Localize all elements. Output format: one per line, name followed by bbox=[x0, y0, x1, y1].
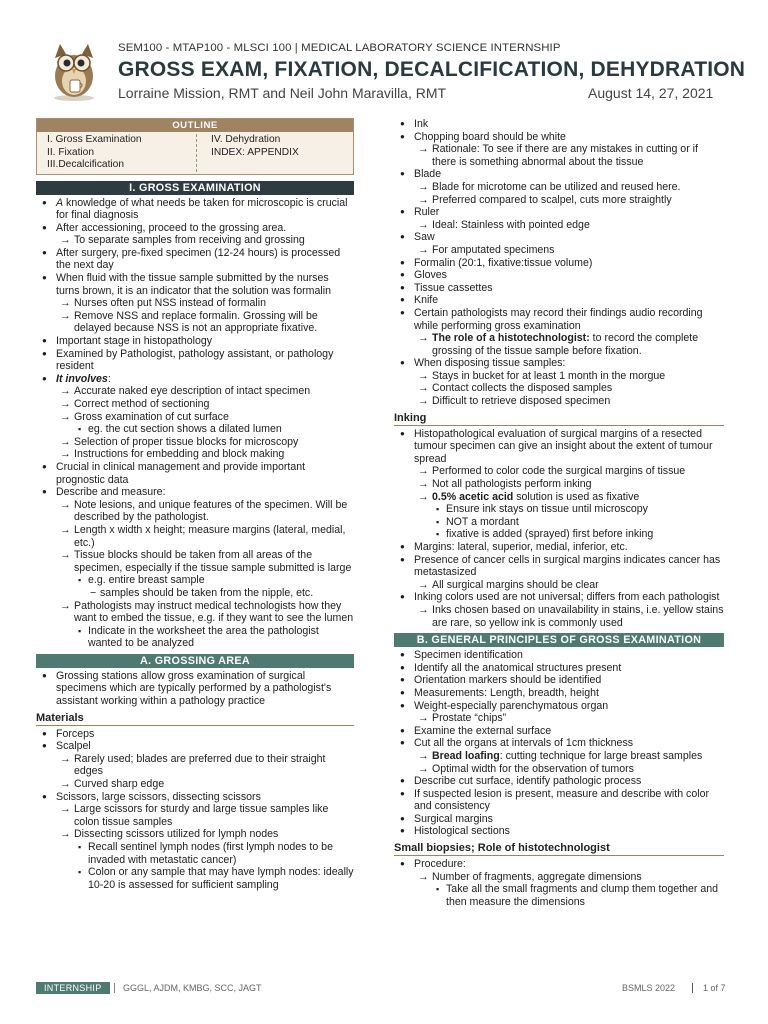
list-item: → Blade for microtome can be utilized and reused here. bbox=[418, 180, 681, 193]
list-item: → For amputated specimens bbox=[418, 243, 555, 256]
bullet-list bbox=[394, 858, 724, 908]
page-title: GROSS EXAM, FIXATION, DECALCIFICATION, DEHYDRATION bbox=[118, 58, 746, 81]
footer-authors: GGGL, AJDM, KMBG, SCC, JAGT bbox=[114, 983, 262, 993]
list-item: → Inks chosen based on unavailability in stains, i.e. yellow stains are rare, so yellow ink is commonly used bbox=[418, 603, 724, 629]
list-item: − samples should be taken from the nipple, etc. bbox=[36, 587, 354, 600]
list-item: ● If suspected lesion is present, measure and describe with color and consistency bbox=[394, 788, 724, 813]
list-item: ▪ e.g. entire breast sample bbox=[36, 574, 354, 587]
list-item: ▪ Ensure ink stays on tissue until microscopy bbox=[394, 503, 724, 516]
page-number: 1 of 7 bbox=[692, 983, 726, 993]
list-item: ● Ink bbox=[394, 118, 724, 131]
list-item: → Preferred compared to scalpel, cuts more straightly bbox=[418, 193, 672, 206]
list-item: ● Measurements: Length, breadth, height bbox=[394, 687, 724, 700]
outline-heading: OUTLINE bbox=[37, 119, 353, 132]
list-item: → All surgical margins should be clear bbox=[418, 578, 599, 591]
list-item: ● Histopathological evaluation of surgical margins of a resected tumour specimen can give an insight about the extent of tumour spread bbox=[394, 428, 724, 466]
list-item: → Difficult to retrieve disposed specimen bbox=[418, 395, 611, 408]
right-column bbox=[394, 118, 724, 908]
list-item: → Not all pathologists perform inking bbox=[418, 478, 592, 491]
list-item: → Rarely used; blades are preferred due to their straight edges bbox=[60, 752, 326, 778]
list-item: ● When fluid with the tissue sample submitted by the nurses turns brown, it is an indicator that the solution was formalin bbox=[36, 272, 354, 297]
course-code: SEM100 - MTAP100 - MLSCI 100 | MEDICAL LABORATORY SCIENCE INTERNSHIP bbox=[118, 42, 561, 54]
subheading: Materials bbox=[36, 712, 354, 726]
list-item: → Accurate naked eye description of intact specimen bbox=[60, 385, 311, 398]
list-item: ● Certain pathologists may record their findings audio recording while performing gross examination bbox=[394, 307, 724, 332]
list-item: ● Surgical margins bbox=[394, 813, 724, 826]
list-item: ▪ NOT a mordant bbox=[394, 516, 724, 529]
list-item: ● Ruler bbox=[394, 206, 724, 219]
bullet-list bbox=[394, 428, 724, 630]
bullet-list bbox=[394, 649, 724, 838]
left-column bbox=[36, 118, 354, 891]
bullet-list bbox=[36, 728, 354, 892]
list-item: ● Procedure: bbox=[394, 858, 724, 871]
list-item: ▪ Indicate in the worksheet the area the pathologist wanted to be analyzed bbox=[36, 625, 354, 650]
subheading: Inking bbox=[394, 412, 724, 426]
list-item: ● Inking colors used are not universal; differs from each pathologist bbox=[394, 591, 724, 604]
list-item: → Gross examination of cut surface bbox=[60, 410, 229, 423]
outline-item: II. Fixation bbox=[47, 146, 94, 158]
list-item: ● After surgery, pre-fixed specimen (12-24 hours) is processed the next day bbox=[36, 247, 354, 272]
outline-box bbox=[36, 118, 354, 175]
list-item: → The role of a histotechnologist: to record the complete grossing of the tissue sample before fixation. bbox=[418, 332, 699, 357]
authors: Lorraine Mission, RMT and Neil John Maravilla, RMT bbox=[118, 85, 447, 101]
list-item: ● Grossing stations allow gross examination of surgical specimens which are typically performed by a pathologist's assistant working within a pathology practice bbox=[36, 670, 354, 708]
list-item: ● Describe and measure: bbox=[36, 486, 354, 499]
list-item: → Contact collects the disposed samples bbox=[418, 382, 613, 395]
list-item: → Optimal width for the observation of tumors bbox=[418, 762, 634, 775]
outline-item: III.Decalcification bbox=[47, 159, 125, 170]
list-item: ● Knife bbox=[394, 294, 724, 307]
list-item: ▪ Recall sentinel lymph nodes (first lymph nodes to be invaded with metastatic cancer) bbox=[36, 841, 354, 866]
list-item: ▪ eg. the cut section shows a dilated lumen bbox=[36, 423, 354, 436]
list-item: ● Tissue cassettes bbox=[394, 282, 724, 295]
section-heading: I. GROSS EXAMINATION bbox=[36, 181, 354, 195]
list-item: → Nurses often put NSS instead of formalin bbox=[60, 297, 266, 310]
list-item: → Instructions for embedding and block making bbox=[60, 448, 285, 461]
list-item: → Prostate “chips” bbox=[418, 712, 507, 725]
list-item: → Dissecting scissors utilized for lymph nodes bbox=[60, 828, 279, 841]
list-item: ● Weight-especially parenchymatous organ bbox=[394, 700, 724, 713]
list-item: ● Saw bbox=[394, 231, 724, 244]
outline-item: I. Gross Examination bbox=[47, 134, 142, 145]
list-item: ● Identify all the anatomical structures present bbox=[394, 662, 724, 675]
list-item: → To separate samples from receiving and grossing bbox=[60, 234, 305, 247]
list-item: → Tissue blocks should be taken from all areas of the specimen, especially if the tissue sample submitted is large bbox=[60, 549, 352, 574]
list-item: ● Important stage in histopathology bbox=[36, 335, 354, 348]
subheading: Small biopsies; Role of histotechnologist bbox=[394, 842, 724, 856]
list-item: ▪ Take all the small fragments and clump them together and then measure the dimensions bbox=[394, 883, 724, 908]
list-item: → Ideal: Stainless with pointed edge bbox=[418, 218, 590, 231]
section-heading: A. GROSSING AREA bbox=[36, 654, 354, 668]
list-item: ● Orientation markers should be identified bbox=[394, 674, 724, 687]
list-item: → Selection of proper tissue blocks for microscopy bbox=[60, 435, 299, 448]
list-item: → Performed to color code the surgical margins of tissue bbox=[418, 465, 686, 478]
list-item: ▪ Colon or any sample that may have lymph nodes: ideally 10-20 is assessed for sufficient sampling bbox=[36, 866, 354, 891]
list-item: ● Chopping board should be white bbox=[394, 131, 724, 144]
list-item: → Number of fragments, aggregate dimensions bbox=[418, 870, 642, 883]
list-item: ● Describe cut surface, identify pathologic process bbox=[394, 775, 724, 788]
list-item: → Correct method of sectioning bbox=[60, 398, 210, 410]
footer-tag: INTERNSHIP bbox=[36, 982, 110, 994]
list-item: → Large scissors for sturdy and large tissue samples like colon tissue samples bbox=[60, 803, 329, 828]
list-item: → Note lesions, and unique features of the specimen. Will be described by the pathologist. bbox=[60, 498, 348, 524]
list-item: ● Histological sections bbox=[394, 825, 724, 838]
list-item: ● Crucial in clinical management and provide important prognostic data bbox=[36, 461, 354, 486]
list-item: ● A knowledge of what needs be taken for microscopic is crucial for final diagnosis bbox=[36, 197, 354, 222]
list-item: ● After accessioning, proceed to the grossing area. bbox=[36, 222, 354, 235]
bullet-list bbox=[36, 197, 354, 650]
list-item: → Rationale: To see if there are any mistakes in cutting or if there is something abnormal about the tissue bbox=[418, 143, 698, 168]
bullet-list bbox=[394, 118, 724, 408]
list-item: → Remove NSS and replace formalin. Grossing will be delayed because NSS is not an appropriate fixative. bbox=[60, 309, 318, 335]
list-item: ● Examined by Pathologist, pathology assistant, or pathology resident bbox=[36, 348, 354, 373]
list-item: → 0.5% acetic acid solution is used as fixative bbox=[418, 490, 640, 503]
outline-item: IV. Dehydration bbox=[211, 134, 281, 145]
list-item: ● Gloves bbox=[394, 269, 724, 282]
list-item: ● When disposing tissue samples: bbox=[394, 357, 724, 370]
list-item: → Pathologists may instruct medical technologists how they want to embed the tissue, e.g. if they want to see the lumen bbox=[60, 599, 354, 625]
footer-batch: BSMLS 2022 bbox=[622, 983, 676, 993]
page-footer bbox=[36, 982, 732, 996]
list-item: ▪ fixative is added (sprayed) first before inking bbox=[394, 528, 724, 541]
list-item: → Stays in bucket for at least 1 month in the morgue bbox=[418, 369, 666, 382]
list-item: ● It involves: bbox=[36, 373, 354, 386]
list-item: ● Blade bbox=[394, 168, 724, 181]
outline-item: INDEX: APPENDIX bbox=[211, 146, 299, 158]
list-item: ● Examine the external surface bbox=[394, 725, 724, 738]
list-item: ● Cut all the organs at intervals of 1cm thickness bbox=[394, 737, 724, 750]
section-heading: B. GENERAL PRINCIPLES OF GROSS EXAMINATION bbox=[394, 633, 724, 647]
list-item: → Bread loafing: cutting technique for large breast samples bbox=[418, 749, 703, 762]
lecture-date: August 14, 27, 2021 bbox=[588, 85, 714, 101]
list-item: ● Scalpel bbox=[36, 740, 354, 753]
owl-mascot-icon bbox=[46, 36, 102, 102]
list-item: ● Scissors, large scissors, dissecting scissors bbox=[36, 791, 354, 804]
list-item: ● Margins: lateral, superior, medial, inferior, etc. bbox=[394, 541, 724, 554]
bullet-list bbox=[36, 670, 354, 708]
list-item: → Curved sharp edge bbox=[60, 778, 165, 791]
list-item: ● Presence of cancer cells in surgical margins indicates cancer has metastasized bbox=[394, 554, 724, 579]
list-item: ● Specimen identification bbox=[394, 649, 724, 662]
list-item: ● Formalin (20:1, fixative:tissue volume) bbox=[394, 257, 724, 270]
list-item: ● Forceps bbox=[36, 728, 354, 741]
list-item: → Length x width x height; measure margins (lateral, medial, etc.) bbox=[60, 523, 346, 549]
